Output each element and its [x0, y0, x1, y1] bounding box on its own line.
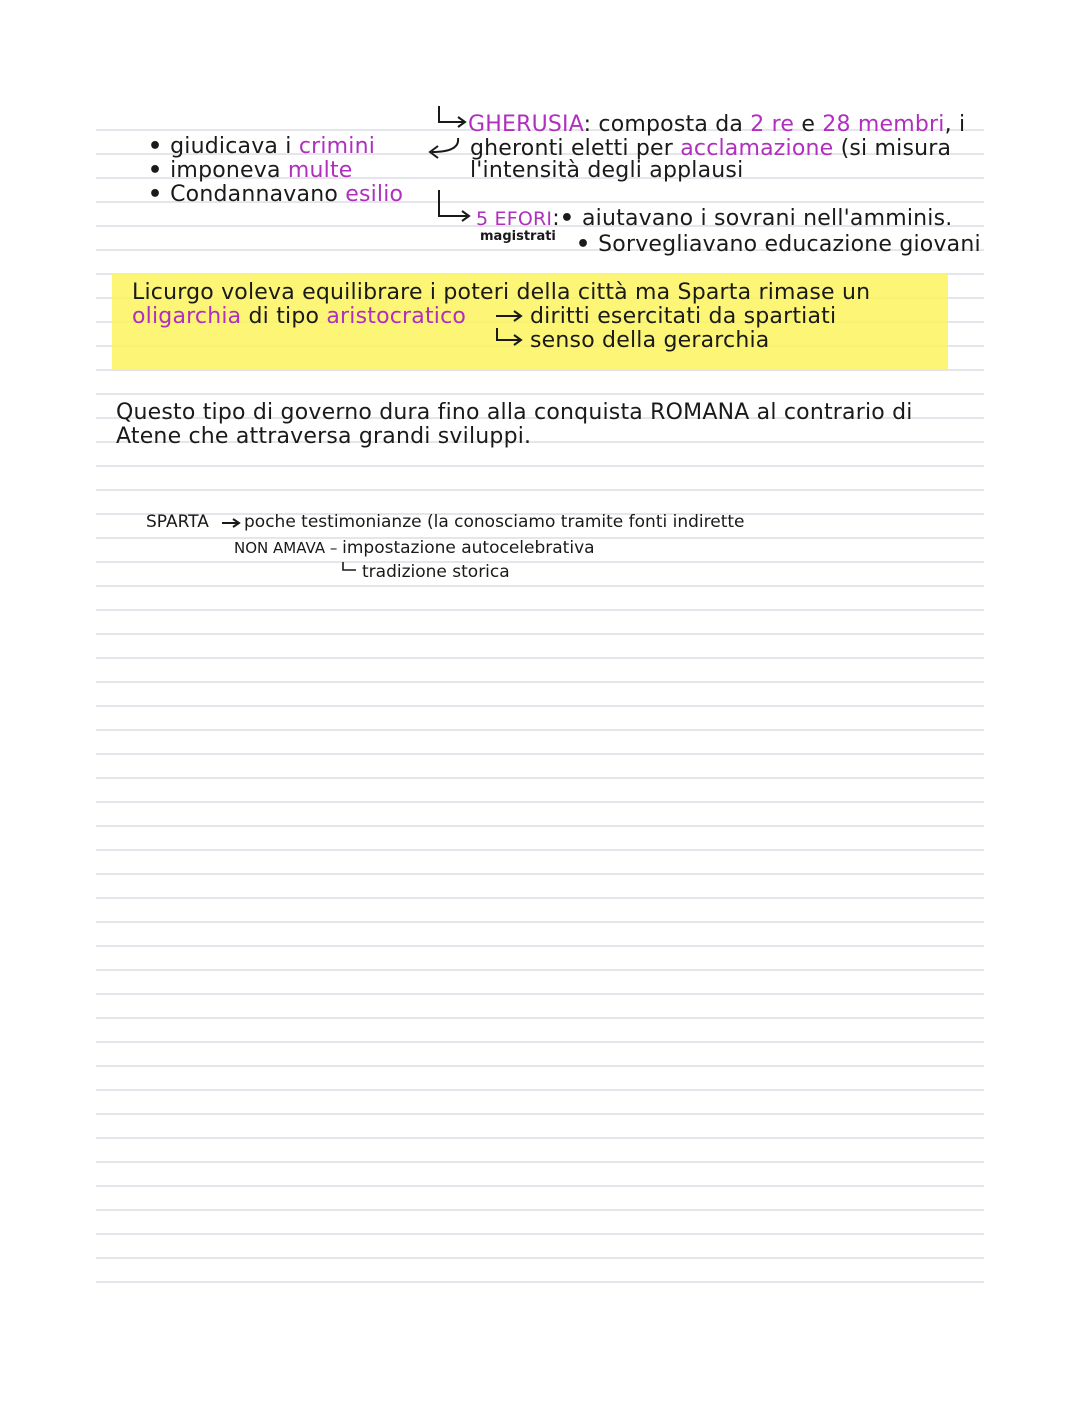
- governo-line-1: Questo tipo di governo dura fino alla conquista ROMANA al contrario di: [116, 400, 913, 425]
- efori-sublabel: magistrati: [480, 229, 556, 244]
- gherusia-line-1: GHERUSIA: composta da 2 re e 28 membri, i: [468, 112, 966, 137]
- corner-arrow-icon: [494, 326, 526, 348]
- sparta-line-3: tradizione storica: [362, 562, 510, 582]
- sparta-testimonianze: poche testimonianze (la conosciamo tramite fonti indirette: [244, 512, 745, 532]
- licurgo-line-2: oligarchia di tipo aristocratico: [132, 304, 467, 329]
- licurgo-line-1: Licurgo voleva equilibrare i poteri della città ma Sparta rimase un: [132, 280, 871, 305]
- list-item-esilio: • Condannavano esilio: [148, 182, 404, 207]
- efori-line-2: • Sorvegliavano educazione giovani: [576, 232, 981, 257]
- right-arrow-icon: [494, 308, 526, 324]
- licurgo-gerarchia: senso della gerarchia: [530, 328, 770, 353]
- corner-arrow-icon: [436, 188, 474, 224]
- list-item-multe: • imponeva multe: [148, 158, 353, 183]
- curved-back-arrow-icon: [424, 136, 466, 162]
- corner-arrow-icon: [436, 104, 470, 130]
- gherusia-line-2: gheronti eletti per acclamazione (si misura: [470, 136, 952, 161]
- corner-arrow-icon: [340, 560, 362, 576]
- list-item-crimini: • giudicava i crimini: [148, 134, 376, 159]
- right-arrow-icon: [220, 516, 244, 530]
- sparta-line-2: NON AMAVA – impostazione autocelebrativa: [234, 538, 595, 558]
- efori-line-1: 5 EFORI:• aiutavano i sovrani nell'amminis.: [476, 206, 953, 231]
- governo-line-2: Atene che attraversa grandi sviluppi.: [116, 424, 532, 449]
- gherusia-line-3: l'intensità degli applausi: [470, 158, 744, 183]
- sparta-line-1: SPARTA: [146, 512, 209, 532]
- licurgo-diritti: diritti esercitati da spartiati: [530, 304, 837, 329]
